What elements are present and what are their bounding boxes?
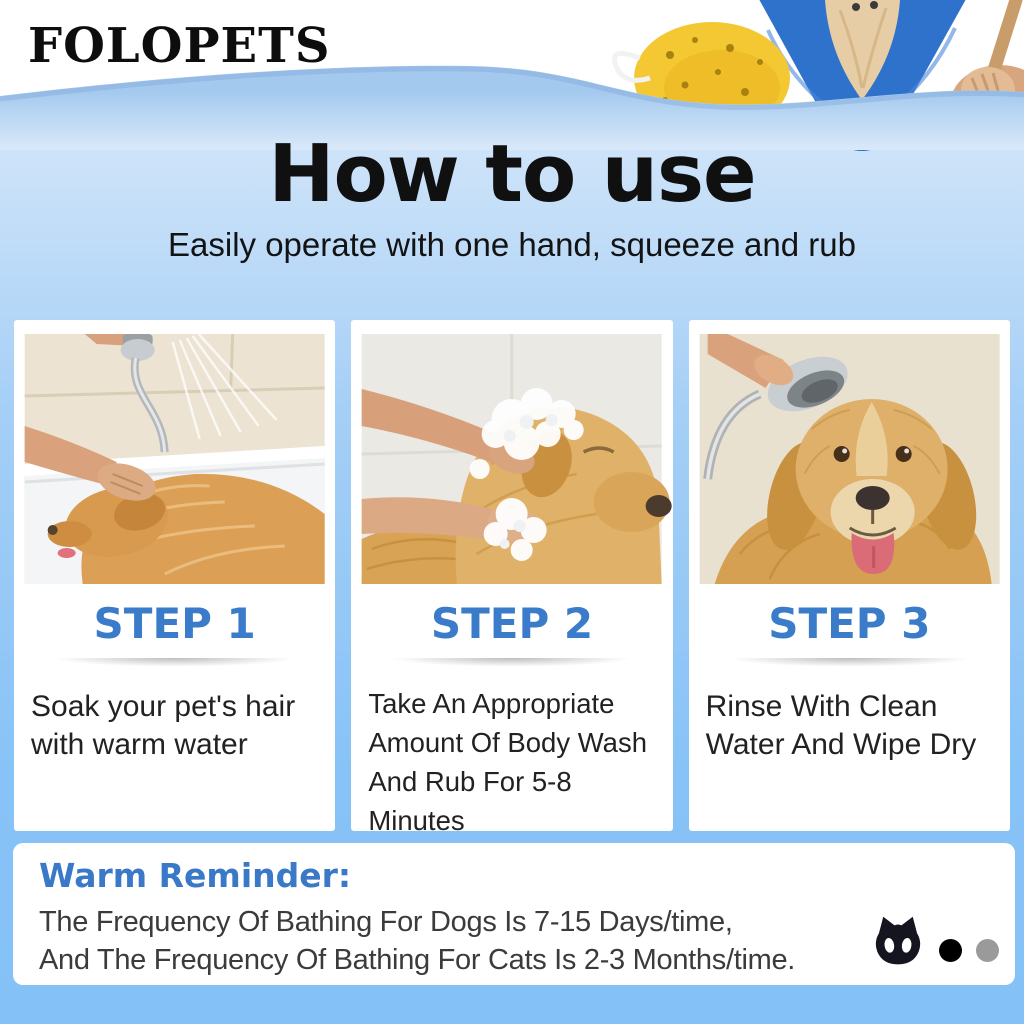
carousel-dot-inactive[interactable] — [976, 939, 999, 962]
page-subtitle: Easily operate with one hand, squeeze and rub — [168, 226, 856, 263]
warm-reminder-box — [13, 843, 1015, 985]
reminder-title: Warm Reminder: — [39, 856, 352, 895]
step1-card — [14, 320, 335, 831]
carousel-dot-active[interactable] — [939, 939, 962, 962]
dog-rinse-shower-illustration — [704, 334, 995, 584]
step3-photo — [704, 334, 995, 584]
step3-label: STEP 3 — [768, 599, 931, 648]
step2-divider — [351, 658, 672, 670]
dog-rinse-bathtub-illustration — [29, 334, 320, 584]
step2-card — [351, 320, 672, 837]
step1-description: Soak your pet's hair with warm water — [31, 690, 296, 762]
step1-divider — [14, 658, 335, 670]
reminder-line-1: The Frequency Of Bathing For Dogs Is 7-15 Days/time, — [39, 906, 733, 938]
step3-description: Rinse With Clean Water And Wipe Dry — [705, 690, 977, 762]
step2-label: STEP 2 — [430, 599, 594, 648]
steps-row — [14, 320, 1010, 837]
carousel-pager — [871, 915, 999, 967]
step2-description: Take An Appropriate Amount Of Body Wash And Rub For 5-8 Minutes — [368, 688, 648, 837]
page-title: How to use — [268, 128, 756, 220]
step3-card — [689, 320, 1010, 831]
dog-shampoo-foam-illustration — [366, 334, 657, 584]
cat-icon — [871, 915, 925, 967]
step2-photo — [366, 334, 657, 584]
step1-photo — [29, 334, 320, 584]
brand-logo: FOLOPETS — [28, 18, 331, 74]
reminder-text — [39, 904, 989, 979]
step1-label: STEP 1 — [93, 599, 256, 648]
step3-divider — [689, 658, 1010, 670]
reminder-line-2: And The Frequency Of Bathing For Cats Is 2-3 Months/time. — [39, 943, 796, 976]
